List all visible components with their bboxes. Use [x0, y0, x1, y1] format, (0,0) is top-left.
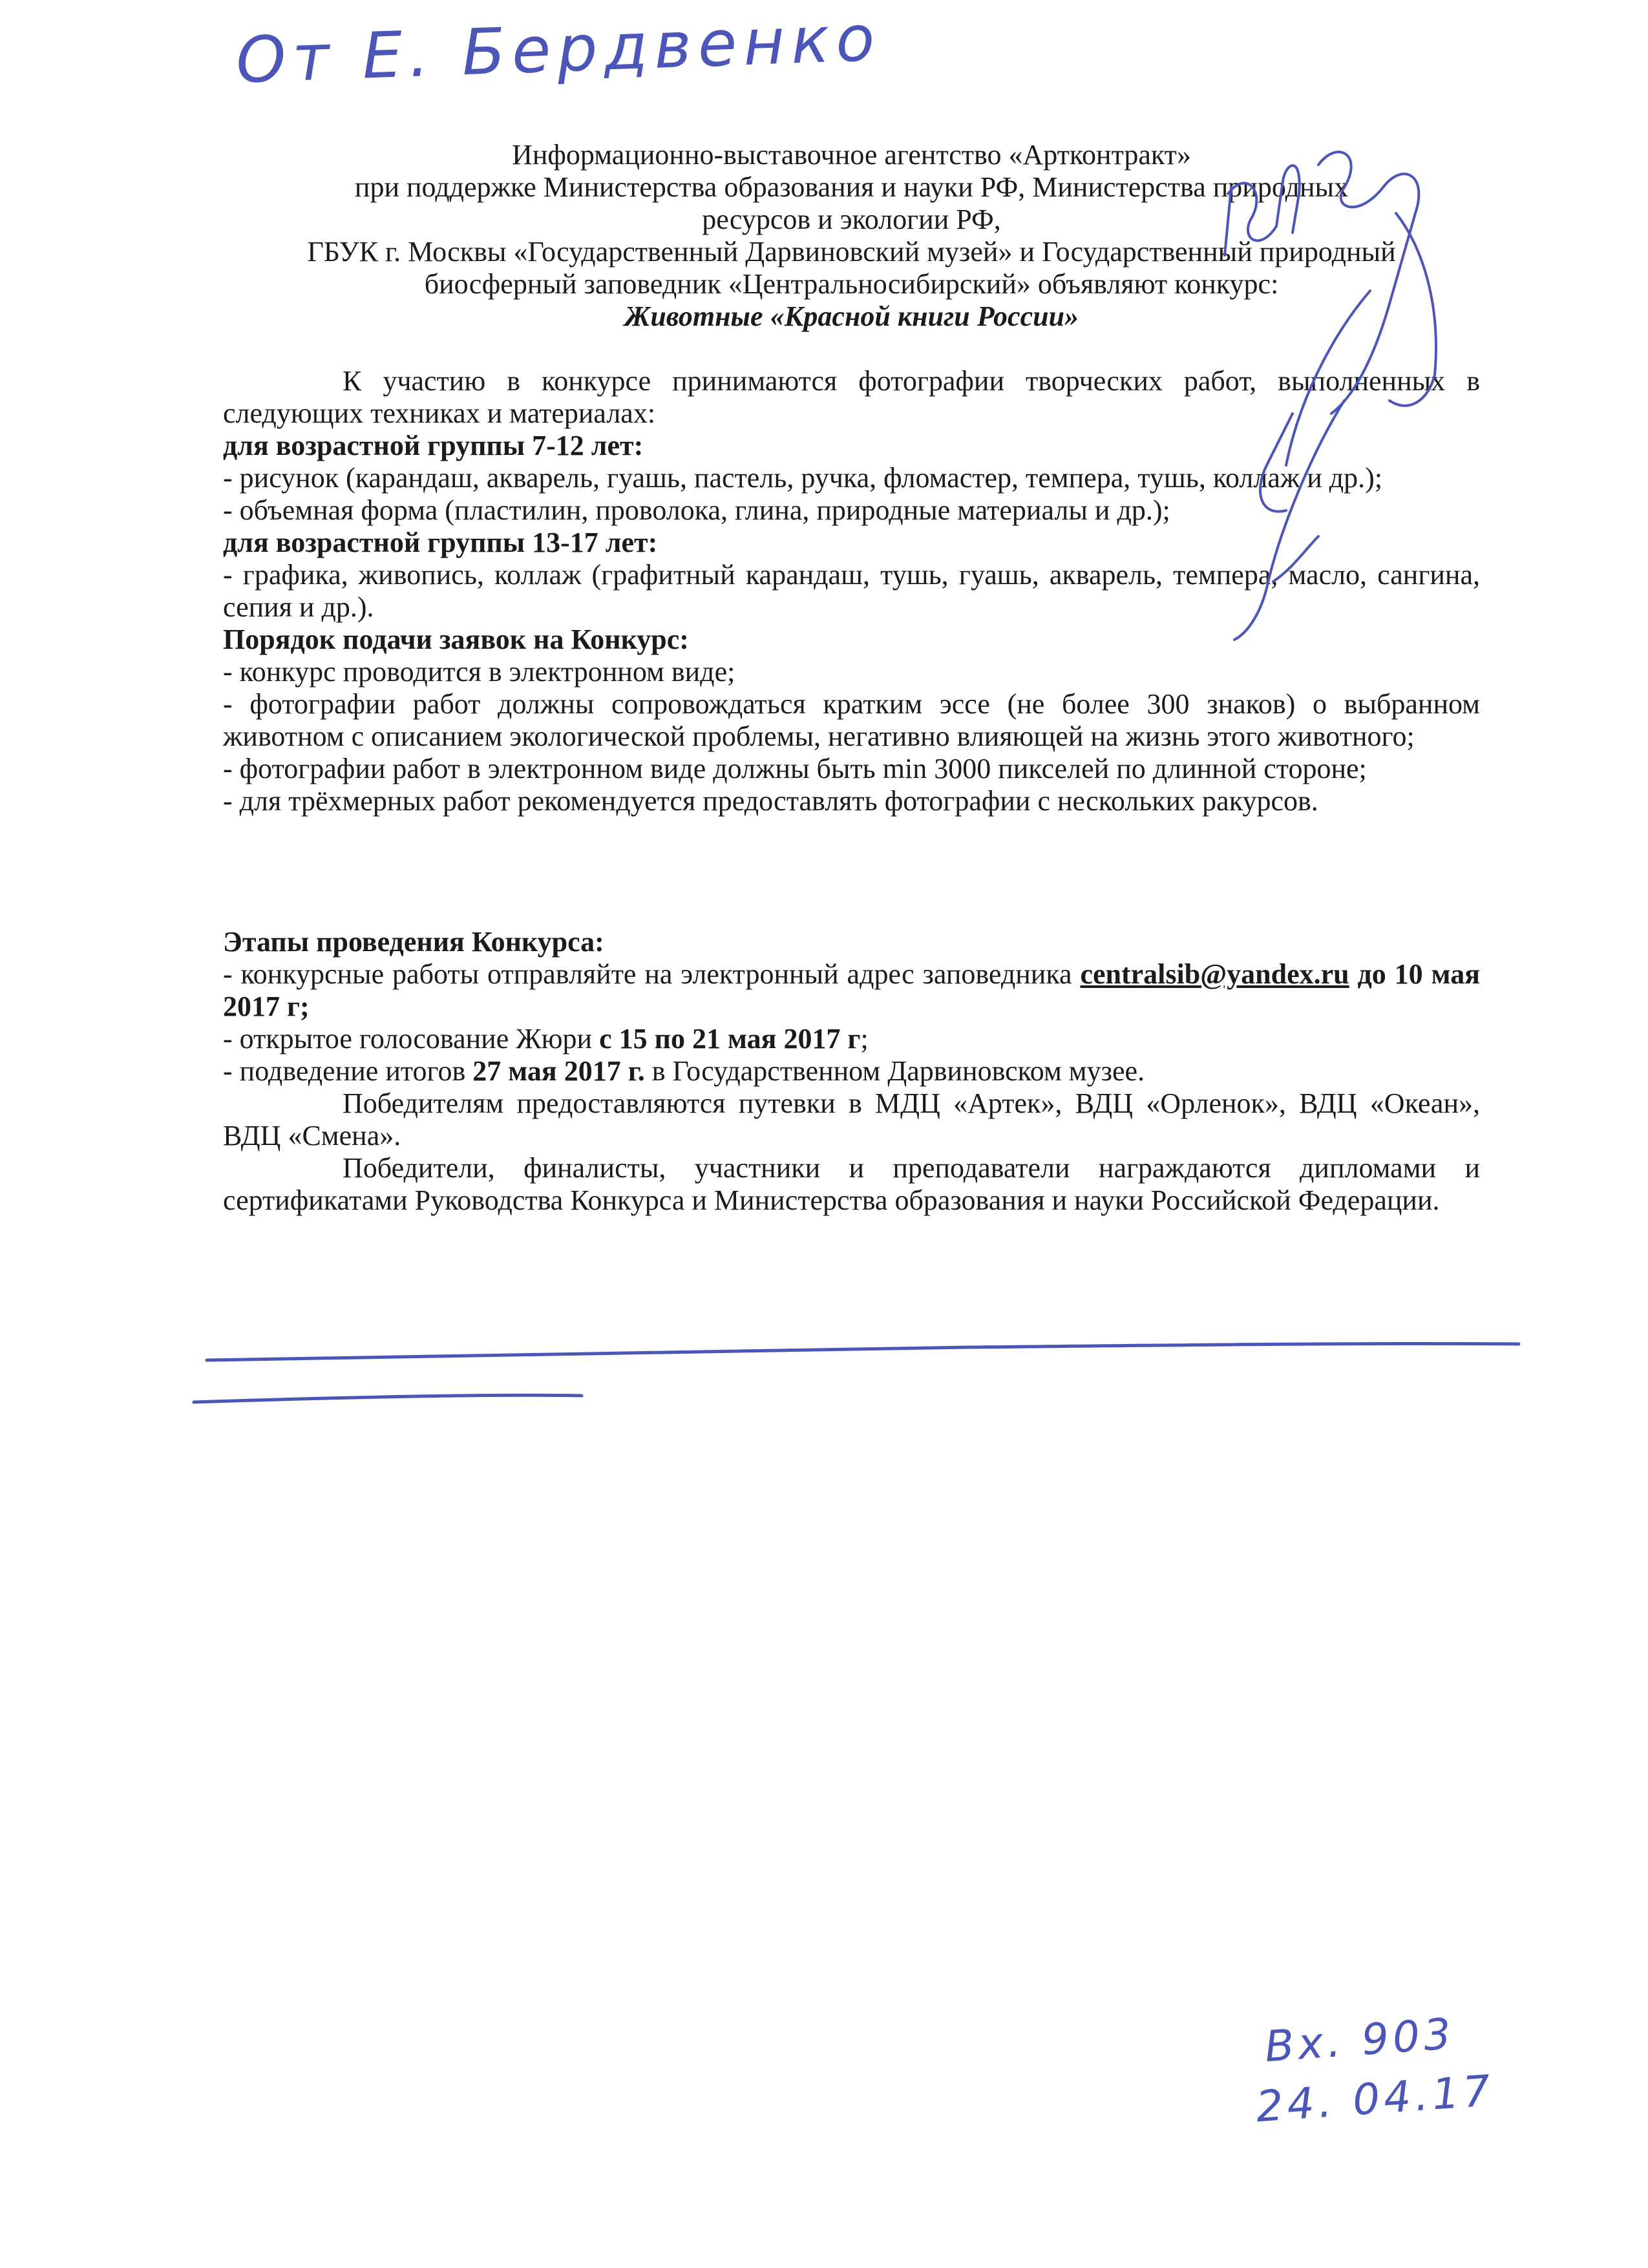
awards-diplomas: Победители, финалисты, участники и преподаватели награждаются дипломами и сертификатами Руководства Конкурса и Министерства образования и науки Российской Федерации.	[223, 1152, 1480, 1216]
submission-item-2: - фотографии работ должны сопровождаться кратким эссе (не более 300 знаков) о выбранном животном с описанием экологической проблемы, негативно влияющей на жизнь этого животного;	[223, 688, 1480, 752]
header-line-4: ГБУК г. Москвы «Государственный Дарвиновский музей» и Государственный природный	[307, 236, 1396, 268]
contest-title: Животные «Красной книги России»	[624, 300, 1079, 332]
incoming-number: Вх. 903	[1263, 2008, 1457, 2072]
document-header	[223, 139, 1480, 333]
group1-item-1: - рисунок (карандаш, акварель, гуашь, пастель, ручка, фломастер, темпера, тушь, коллаж и др.);	[223, 462, 1383, 494]
stages-item-3-text: - подведение итогов	[223, 1055, 466, 1087]
stages-item-2-suffix: ;	[860, 1023, 869, 1055]
stages-item-3	[223, 1055, 1480, 1087]
intro-paragraph: К участию в конкурсе принимаются фотографии творческих работ, выполненных в следующих техниках и материалах:	[223, 365, 1480, 429]
document-body	[223, 139, 1480, 1217]
submission-deadline: до 10 мая 2017 г;	[223, 958, 1481, 1022]
header-line-5: биосферный заповедник «Центральносибирский» объявляют конкурс:	[424, 268, 1279, 300]
group1-item-2: - объемная форма (пластилин, проволока, глина, природные материалы и др.);	[223, 494, 1170, 526]
contest-email-link[interactable]: centralsib@yandex.ru	[1080, 958, 1349, 990]
header-line-2: при поддержке Министерства образования и науки РФ, Министерства природных	[354, 171, 1349, 203]
awards-winners: Победителям предоставляются путевки в МДЦ «Артек», ВДЦ «Орленок», ВДЦ «Океан», ВДЦ «Смена».	[223, 1087, 1480, 1151]
header-line-1: Информационно-выставочное агентство «Артконтракт»	[512, 139, 1191, 171]
stages-item-3-suffix: в Государственном Дарвиновском музее.	[651, 1055, 1145, 1087]
submission-item-1: - конкурс проводится в электронном виде;	[223, 656, 735, 688]
submission-heading: Порядок подачи заявок на Конкурс:	[223, 624, 689, 655]
header-line-3: ресурсов и экологии РФ,	[702, 204, 1001, 235]
incoming-date: 24. 04.17	[1254, 2065, 1496, 2132]
group1-heading: для возрастной группы 7-12 лет:	[223, 430, 644, 461]
submission-item-3: - фотографии работ в электронном виде должны быть min 3000 пикселей по длинной стороне;	[223, 753, 1367, 784]
group2-heading: для возрастной группы 13-17 лет:	[223, 527, 658, 558]
submission-item-4: - для трёхмерных работ рекомендуется предоставлять фотографии с нескольких ракурсов.	[223, 785, 1318, 817]
stages-item-2-text: - открытое голосование Жюри	[223, 1023, 593, 1055]
voting-dates: с 15 по 21 мая 2017 г	[599, 1023, 861, 1055]
handwritten-sender-note: От Е. Бердвенко	[235, 1, 883, 98]
group2-item-1: - графика, живопись, коллаж (графитный карандаш, тушь, гуашь, акварель, темпера, масло, сангина, сепия и др.).	[223, 559, 1480, 623]
stages-item-1-text: - конкурсные работы отправляйте на электронный адрес заповедника	[223, 958, 1072, 990]
results-date: 27 мая 2017 г.	[472, 1055, 645, 1087]
handwritten-underline	[194, 1343, 1519, 1402]
stages-item-1	[223, 958, 1480, 1023]
incoming-registration-stamp	[1254, 2002, 1496, 2136]
stages-heading: Этапы проведения Конкурса:	[223, 926, 604, 958]
stages-item-2	[223, 1023, 1480, 1055]
